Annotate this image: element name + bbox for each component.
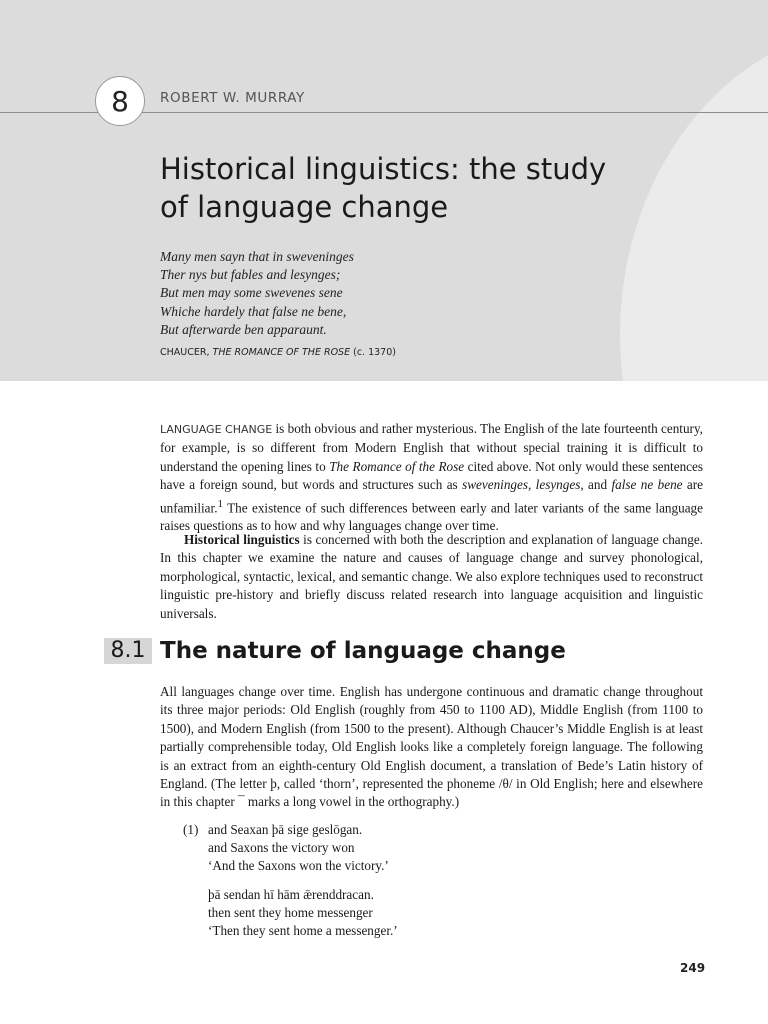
body-paragraph: All languages change over time. English has undergone continuous and dramatic change throughout its three major periods: Old English (roughly from 450 to 1100 AD), Middle English (from 1100 to 1500), and Modern English (from 1500 to the present). Although Chaucer’s Middle English is at least partially comprehensible today, Old English looks like a completely foreign language. The following is an extract from an eighth-century Old English document, a translation of Bede’s Latin history of England. (The letter þ, called ‘thorn’, represented the phoneme /θ/ in Old English; here and elsewhere in this chapter ¯ marks a long vowel in the orthography.) xyxy=(160,684,703,810)
chapter-author: ROBERT W. MURRAY xyxy=(160,90,305,106)
chapter-header-band xyxy=(0,0,768,381)
example-line: and Seaxan þā sige geslōgan. xyxy=(208,822,363,837)
paragraph-text: are unfamiliar. xyxy=(160,477,704,516)
key-term: LANGUAGE CHANGE xyxy=(160,423,273,436)
attribution-work: THE ROMANCE OF THE ROSE xyxy=(212,347,351,358)
example-group xyxy=(208,821,398,876)
section-number: 8.1 xyxy=(104,638,152,664)
chapter-title-line-1: Historical linguistics: the study xyxy=(160,152,607,186)
example-line: ‘Then they sent home a messenger.’ xyxy=(208,923,398,939)
chapter-title-line-2: of language change xyxy=(160,190,449,224)
epigraph xyxy=(160,248,354,339)
key-term: Historical linguistics xyxy=(184,532,300,547)
page-number: 249 xyxy=(680,961,706,975)
chapter-number: 8 xyxy=(95,76,145,126)
example-line: þā sendan hī hām ǣrenddracan. xyxy=(208,886,374,902)
work-title: The Romance of the Rose xyxy=(329,458,465,474)
section-title: The nature of language change xyxy=(160,638,566,664)
paragraph-text: is both obvious and rather mysterious. The English of the late fourteenth century, for example, is so different from Modern English that without special training it is difficult to understand the opening lines to xyxy=(160,421,703,474)
body-paragraph xyxy=(160,531,703,623)
epigraph-line: Whiche hardely that false ne bene, xyxy=(160,303,347,319)
attribution-author: CHAUCER, xyxy=(160,347,210,358)
epigraph-attribution xyxy=(160,347,396,358)
example-lines xyxy=(208,821,398,940)
epigraph-line: Ther nys but fables and lesynges; xyxy=(160,267,341,283)
chapter-title xyxy=(160,150,680,226)
epigraph-line: Many men sayn that in sweveninges xyxy=(160,249,354,264)
epigraph-line: But men may some swevenes sene xyxy=(160,285,343,301)
example-line: and Saxons the victory won xyxy=(208,840,355,856)
example-number: (1) xyxy=(183,822,199,837)
epigraph-line: But afterwarde ben apparaunt. xyxy=(160,321,327,337)
example-phrase: false ne bene xyxy=(611,477,683,493)
attribution-date: (c. 1370) xyxy=(353,347,396,358)
paragraph-text: is concerned with both the description and explanation of language change. In this chapter we examine the nature and causes of language change and survey phonological, morphological, syntactic, lexical, and semantic change. We also explore techniques used to reconstruct linguistic pre-history and briefly discuss related research into language acquisition and linguistic universals. xyxy=(160,532,703,621)
example-words: sweveninges, lesynges xyxy=(462,477,581,493)
paragraph-text: cited above. Not only would these sentences have a foreign sound, but words and structures such as xyxy=(160,458,703,493)
body-paragraph xyxy=(160,420,703,536)
example-line: then sent they home messenger xyxy=(208,904,373,920)
paragraph-text: , and xyxy=(580,477,612,493)
footnote-marker[interactable]: 1 xyxy=(217,497,223,510)
paragraph-text: The existence of such differences between early and later variants of the same language raises questions as to how and why languages change over time. xyxy=(160,500,703,534)
example-line: ‘And the Saxons won the victory.’ xyxy=(208,858,389,874)
example-group xyxy=(208,886,398,941)
